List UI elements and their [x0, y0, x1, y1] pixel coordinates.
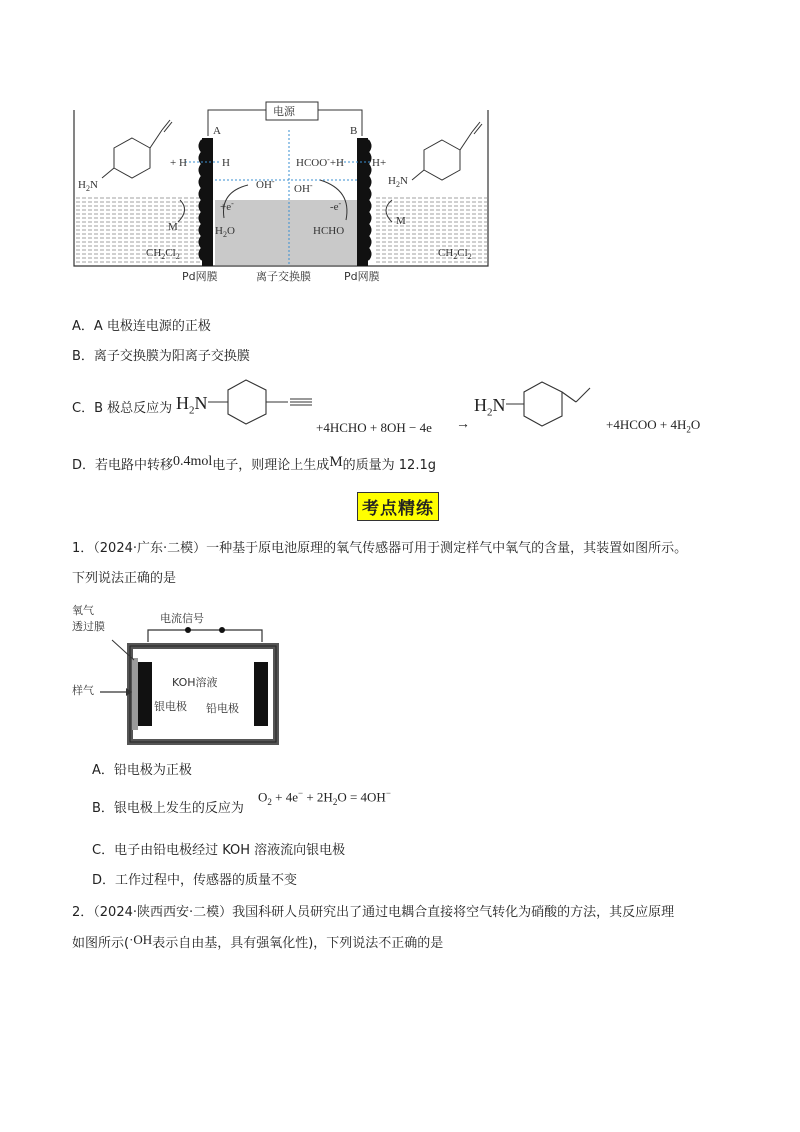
electrode-a — [202, 138, 213, 266]
electrode-b — [357, 138, 368, 266]
oh-minus-left: OH- — [256, 177, 275, 191]
sample-gas-label: 样气 — [72, 684, 94, 697]
pd-mesh-right — [368, 140, 371, 260]
electrolysis-diagram — [70, 100, 495, 285]
left-solution — [75, 196, 205, 265]
ch2cl2-left: $CH_2Cl_2$ — [146, 247, 180, 261]
e-left: +e- — [220, 199, 234, 213]
m-left: M — [168, 221, 178, 233]
left-benzene-ring — [114, 138, 150, 178]
option-c-product-structure — [506, 376, 606, 432]
pd-mesh-right-label: Pd网膜 — [344, 270, 380, 283]
option-c-end: +4HCOO + $4H_2O$ — [606, 417, 701, 435]
o2-membrane-label-2: 透过膜 — [72, 620, 105, 633]
q1-option-b-equation: $O_2 + 4e^- + 2H_2O = 4OH^-$ — [258, 788, 391, 807]
q1-option-b: B．银电极上发生的反应为 — [92, 801, 244, 816]
option-c-reactant-amine: $H_2N$ — [176, 393, 208, 417]
q1-option-d: D．工作过程中，传感器的质量不变 — [92, 873, 298, 888]
option-c-product-amine: $H_2N$ — [474, 395, 506, 419]
h-left: H — [222, 157, 230, 169]
h-plus-right: H+ — [372, 157, 387, 169]
silver-electrode-label: 银电极 — [154, 700, 187, 713]
koh-solution-label: KOH溶液 — [172, 676, 218, 689]
membrane-label: 离子交换膜 — [256, 270, 311, 283]
option-c-middle: +4HCHO + 8OH − 4e — [316, 420, 432, 435]
section-banner: 考点精练 — [357, 492, 439, 521]
h2n-left: $H_2N$ — [78, 179, 98, 193]
option-c-prefix: C．B 极总反应为 — [72, 401, 173, 416]
oh-minus-right: OH- — [294, 181, 313, 195]
current-signal-label: 电流信号 — [160, 612, 204, 625]
option-a: A．A 电极连电源的正极 — [72, 319, 211, 334]
oxygen-sensor-diagram — [72, 600, 292, 750]
q1-line1: 1．（2024·广东·二模）一种基于原电池原理的氧气传感器可用于测定样气中氧气的含量，其装置如图所示。 — [72, 541, 688, 556]
q2-line2: 如图所示(·OH表示自由基，具有强氧化性)，下列说法不正确的是 — [72, 932, 444, 951]
electrode-b-label: B — [350, 125, 358, 137]
option-d: D．若电路中转移0.4mol电子，则理论上生成M的质量为 12.1g — [72, 454, 436, 473]
o2-membrane-label-1: 氧气 — [72, 604, 94, 617]
hcoo-label: HCOO-+H — [296, 155, 344, 169]
h2n-right: $H_2N$ — [388, 175, 408, 189]
right-benzene-ring — [424, 140, 460, 180]
option-c-reactant-structure — [208, 378, 318, 430]
power-label: 电源 — [273, 105, 295, 118]
e-right: -e- — [330, 199, 342, 213]
q1-option-c: C．电子由铅电极经过 KOH 溶液流向银电极 — [92, 843, 346, 858]
q1-line2: 下列说法正确的是 — [72, 571, 177, 586]
ch2cl2-right: $CH_2Cl_2$ — [438, 247, 472, 261]
plus-h-left: + H — [170, 157, 187, 169]
q2-line1: 2．（2024·陕西西安·二模）我国科研人员研究出了通过电耦合直接将空气转化为硝酸的方法，其反应原理 — [72, 905, 675, 920]
m-right: M — [396, 215, 406, 227]
electrode-a-label: A — [213, 125, 221, 137]
option-b: B．离子交换膜为阳离子交换膜 — [72, 349, 250, 364]
hcho-label: HCHO — [313, 225, 345, 237]
pd-mesh-left-label: Pd网膜 — [182, 270, 218, 283]
lead-electrode-label: 铅电极 — [206, 702, 239, 715]
h2o-label: $H_2O$ — [215, 225, 235, 239]
option-c-arrow: → — [456, 417, 470, 432]
q1-option-a: A．铅电极为正极 — [92, 763, 192, 778]
